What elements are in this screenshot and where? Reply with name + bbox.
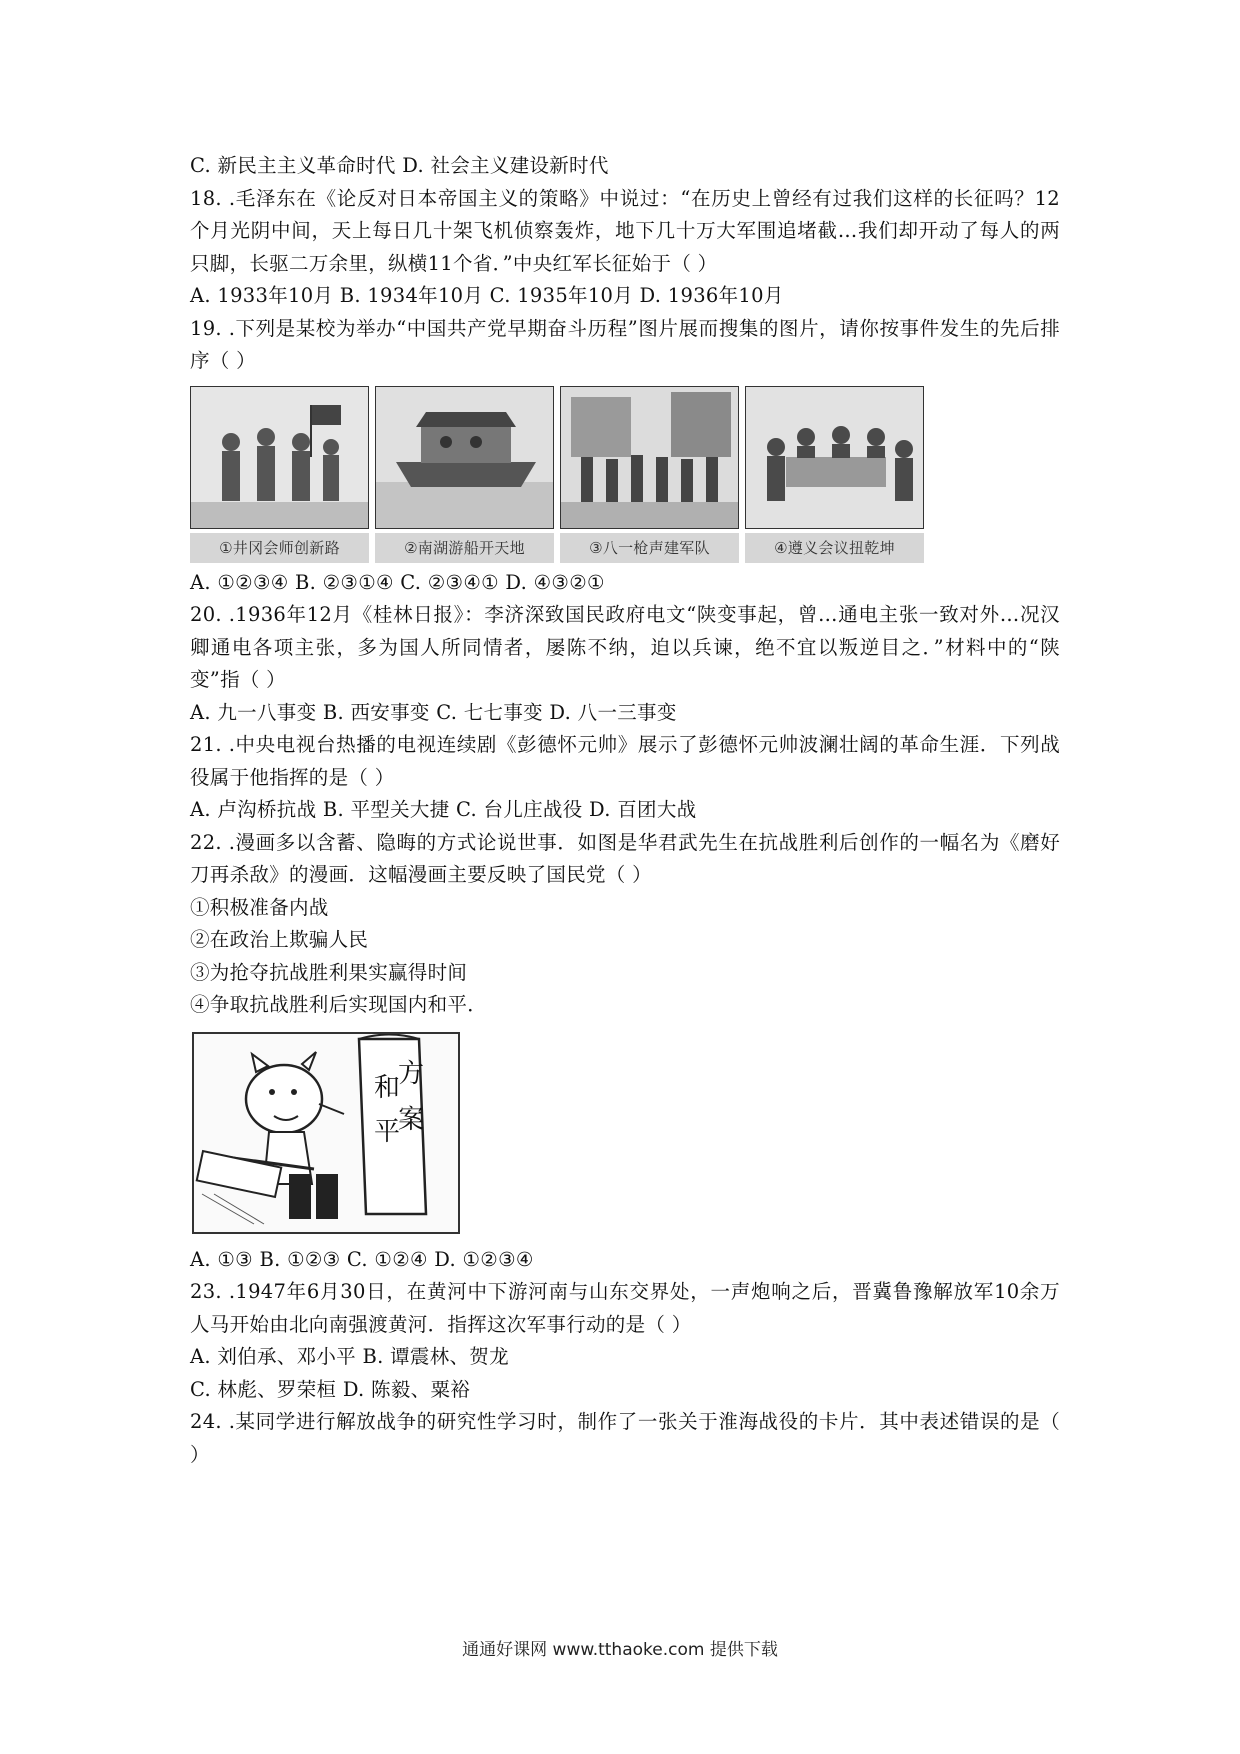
q21-options: A. 卢沟桥抗战 B. 平型关大捷 C. 台儿庄战役 D. 百团大战 (190, 798, 697, 821)
q19-picture-3 (560, 386, 739, 563)
q18-options: A. 1933年10月 B. 1934年10月 C. 1935年10月 D. 1936年10月 (190, 284, 784, 307)
q22-item-1: ①积极准备内战 (190, 895, 329, 919)
cartoon-char-an: 案 (398, 1104, 425, 1135)
nanhu-boat-photo (375, 386, 554, 529)
q23-options-cd: C. 林彪、罗荣桓 D. 陈毅、粟裕 (190, 1377, 471, 1401)
q21-stem: 21. .中央电视台热播的电视连续剧《彭德怀元帅》展示了彭德怀元帅波澜壮阔的革命生涯．下列战役属于他指挥的是（ ） (190, 733, 1060, 789)
q22-item-4: ④争取抗战胜利后实现国内和平． (190, 993, 488, 1016)
q23-options-ab: A. 刘伯承、邓小平 B. 谭震林、贺龙 (190, 1345, 509, 1368)
q22-stem: 22. .漫画多以含蓄、隐晦的方式论说世事．如图是华君武先生在抗战胜利后创作的一幅名为《磨好刀再杀敌》的漫画．这幅漫画主要反映了国民党（ ） (190, 830, 1060, 886)
q18-stem: 18. .毛泽东在《论反对日本帝国主义的策略》中说过：“在历史上曾经有过我们这样的长征吗？12个月光阴中间，天上每日几十架飞机侦察轰炸，地下几十万大军围追堵截…我们却开动了每人的两只脚，长驱二万余里，纵横11个省．”中央红军长征始于（ ） (190, 186, 1060, 275)
jinggang-meeting-photo (190, 386, 369, 529)
q19-stem: 19. .下列是某校为举办“中国共产党早期奋斗历程”图片展而搜集的图片，请你按事件发生的先后排序（ ） (190, 316, 1060, 372)
q23-stem: 23. .1947年6月30日，在黄河中下游河南与山东交界处，一声炮响之后，晋冀鲁豫解放军10余万人马开始由北向南强渡黄河．指挥这次军事行动的是（ ） (190, 1280, 1060, 1336)
q17-options-cd: C. 新民主主义革命时代 D. 社会主义建设新时代 (190, 154, 609, 177)
cartoon-char-fang: 方 (398, 1058, 425, 1089)
q19-picture-row (190, 386, 1060, 563)
q22-item-2: ②在政治上欺骗人民 (190, 928, 369, 951)
q20-options: A. 九一八事变 B. 西安事变 C. 七七事变 D. 八一三事变 (190, 700, 677, 724)
cartoon-char-ping: 平 (374, 1116, 401, 1147)
cartoon-char-he: 和 (374, 1072, 401, 1103)
page-content (190, 150, 1060, 1471)
q24-stem: 24. .某同学进行解放战争的研究性学习时，制作了一张关于淮海战役的卡片．其中表述错误的是（ ） (190, 1410, 1060, 1466)
zunyi-conference-photo (745, 386, 924, 529)
q19-caption-4: ④遵义会议扭乾坤 (745, 533, 924, 563)
q19-picture-1 (190, 386, 369, 563)
q19-options: A. ①②③④ B. ②③①④ C. ②③④① D. ④③②① (190, 570, 605, 594)
q19-picture-4 (745, 386, 924, 563)
q19-picture-2 (375, 386, 554, 563)
page-footer: 通通好课网 www.tthaoke.com 提供下载 (462, 1640, 778, 1660)
q19-caption-1: ①井冈会师创新路 (190, 533, 369, 563)
q19-caption-3: ③八一枪声建军队 (560, 533, 739, 563)
q22-options: A. ①③ B. ①②③ C. ①②④ D. ①②③④ (190, 1247, 534, 1271)
q20-stem: 20. .1936年12月《桂林日报》：李济深致国民政府电文“陕变事起，曾…通电主张一致对外…况汉卿通电各项主张，多为国人所同情者，屡陈不纳，迫以兵谏，绝不宜以叛逆目之．”材料中的“陕变”指（ ） (190, 603, 1060, 691)
q22-cartoon (192, 1032, 460, 1234)
nanchang-uprising-photo (560, 386, 739, 529)
q19-caption-2: ②南湖游船开天地 (375, 533, 554, 563)
q22-item-3: ③为抢夺抗战胜利果实赢得时间 (190, 960, 468, 984)
